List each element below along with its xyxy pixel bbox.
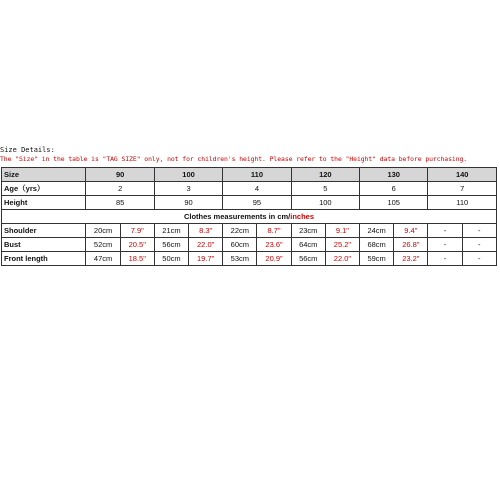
- measurements-heading-main: Clothes measurements in cm/: [183, 212, 291, 221]
- size-note: The "Size" in the table is "TAG SIZE" only, not for children's height. Please refer to the "Height" data before purchasing.: [0, 155, 468, 163]
- cm-value: 23cm: [291, 224, 325, 238]
- inch-value: -: [462, 252, 496, 266]
- inch-value: -: [462, 224, 496, 238]
- measurements-heading-inches: inches: [290, 212, 315, 221]
- inch-value: 22.0": [325, 252, 359, 266]
- inch-value: 7.9": [120, 224, 154, 238]
- size-details-intro: [0, 146, 500, 164]
- inch-value: 9.1": [325, 224, 359, 238]
- age-value: 5: [291, 182, 359, 196]
- cm-value: 64cm: [291, 238, 325, 252]
- cm-value: 53cm: [223, 252, 257, 266]
- measurement-label: Shoulder: [2, 224, 86, 238]
- inch-value: 19.7": [189, 252, 223, 266]
- height-value: 100: [291, 196, 359, 210]
- cm-value: 52cm: [86, 238, 120, 252]
- measurement-row-bust: [2, 238, 497, 252]
- size-value: 90: [86, 168, 154, 182]
- size-details-title: Size Details:: [0, 146, 55, 154]
- height-value: 90: [154, 196, 222, 210]
- age-label: Age（yrs）: [2, 182, 86, 196]
- age-value: 6: [360, 182, 428, 196]
- inch-value: 22.0": [189, 238, 223, 252]
- height-value: 95: [223, 196, 291, 210]
- age-value: 4: [223, 182, 291, 196]
- size-value: 110: [223, 168, 291, 182]
- size-chart-table: [1, 167, 497, 266]
- cm-value: 47cm: [86, 252, 120, 266]
- inch-value: 26.8": [394, 238, 428, 252]
- cm-value: 68cm: [360, 238, 394, 252]
- size-value: 100: [154, 168, 222, 182]
- age-row: [2, 182, 497, 196]
- inch-value: 9.4": [394, 224, 428, 238]
- cm-value: 59cm: [360, 252, 394, 266]
- cm-value: 50cm: [154, 252, 188, 266]
- measurement-label: Bust: [2, 238, 86, 252]
- measurement-row-front-length: [2, 252, 497, 266]
- inch-value: 23.6": [257, 238, 291, 252]
- inch-value: -: [462, 238, 496, 252]
- size-value: 120: [291, 168, 359, 182]
- cm-value: 56cm: [154, 238, 188, 252]
- size-label: Size: [2, 168, 86, 182]
- inch-value: 20.9": [257, 252, 291, 266]
- cm-value: 20cm: [86, 224, 120, 238]
- size-value: 130: [360, 168, 428, 182]
- cm-value: 56cm: [291, 252, 325, 266]
- age-value: 7: [428, 182, 497, 196]
- cm-value: 21cm: [154, 224, 188, 238]
- measurement-row-shoulder: [2, 224, 497, 238]
- cm-value: -: [428, 224, 462, 238]
- height-label: Height: [2, 196, 86, 210]
- size-value: 140: [428, 168, 497, 182]
- cm-value: 24cm: [360, 224, 394, 238]
- cm-value: 60cm: [223, 238, 257, 252]
- height-value: 110: [428, 196, 497, 210]
- height-row: [2, 196, 497, 210]
- cm-value: -: [428, 238, 462, 252]
- inch-value: 8.7": [257, 224, 291, 238]
- size-row: [2, 168, 497, 182]
- inch-value: 18.5": [120, 252, 154, 266]
- measurements-heading: [2, 210, 497, 224]
- inch-value: 20.5": [120, 238, 154, 252]
- age-value: 2: [86, 182, 154, 196]
- cm-value: -: [428, 252, 462, 266]
- age-value: 3: [154, 182, 222, 196]
- measurement-label: Front length: [2, 252, 86, 266]
- height-value: 105: [360, 196, 428, 210]
- inch-value: 23.2": [394, 252, 428, 266]
- cm-value: 22cm: [223, 224, 257, 238]
- section-row: [2, 210, 497, 224]
- inch-value: 25.2": [325, 238, 359, 252]
- inch-value: 8.3": [189, 224, 223, 238]
- height-value: 85: [86, 196, 154, 210]
